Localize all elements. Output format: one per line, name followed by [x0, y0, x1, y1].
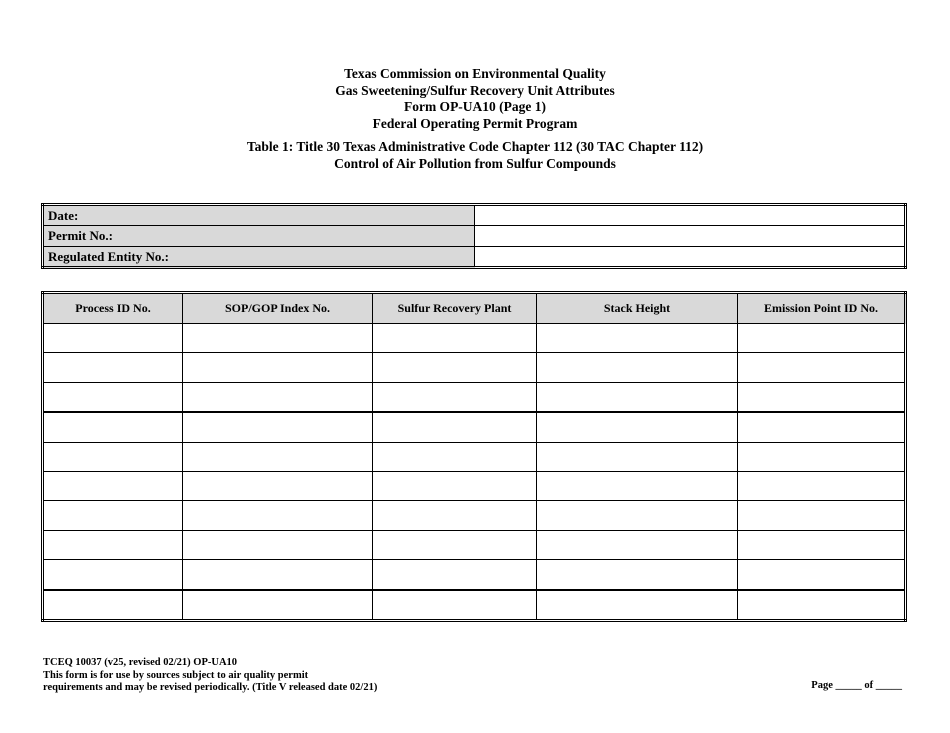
- process-id-cell[interactable]: [43, 442, 183, 471]
- process-id-cell[interactable]: [43, 530, 183, 559]
- form-header: [0, 66, 950, 172]
- table-row: [43, 324, 906, 353]
- table-row: [43, 501, 906, 530]
- table-row: [43, 353, 906, 382]
- entity-row: [43, 247, 906, 268]
- emission-point-id-cell[interactable]: [738, 324, 906, 353]
- process-id-cell[interactable]: [43, 324, 183, 353]
- process-id-cell[interactable]: [43, 590, 183, 621]
- column-header-process-id: Process ID No.: [43, 293, 183, 324]
- sulfur-recovery-plant-cell[interactable]: [373, 353, 537, 382]
- table-row: [43, 530, 906, 559]
- stack-height-cell[interactable]: [537, 412, 738, 442]
- emission-point-id-cell[interactable]: [738, 412, 906, 442]
- regulated-entity-field[interactable]: [475, 247, 906, 268]
- column-header-sulfur-recovery-plant: Sulfur Recovery Plant: [373, 293, 537, 324]
- process-id-cell[interactable]: [43, 471, 183, 500]
- permit-row: [43, 226, 906, 247]
- sulfur-recovery-plant-cell[interactable]: [373, 382, 537, 412]
- sop-gop-index-cell[interactable]: [183, 412, 373, 442]
- sop-gop-index-cell[interactable]: [183, 590, 373, 621]
- permit-number-label: Permit No.:: [43, 226, 475, 247]
- sop-gop-index-cell[interactable]: [183, 382, 373, 412]
- sulfur-recovery-plant-cell[interactable]: [373, 324, 537, 353]
- process-id-cell[interactable]: [43, 412, 183, 442]
- emission-point-id-cell[interactable]: [738, 353, 906, 382]
- sop-gop-index-cell[interactable]: [183, 471, 373, 500]
- form-id: TCEQ 10037 (v25, revised 02/21) OP-UA10: [43, 657, 238, 668]
- attributes-table: [41, 291, 907, 622]
- table-row: [43, 560, 906, 590]
- sop-gop-index-cell[interactable]: [183, 442, 373, 471]
- table-subtitle: Control of Air Pollution from Sulfur Compounds: [334, 155, 616, 171]
- table-row: [43, 382, 906, 412]
- sop-gop-index-cell[interactable]: [183, 324, 373, 353]
- form-footer: [43, 657, 377, 695]
- process-id-cell[interactable]: [43, 560, 183, 590]
- date-field[interactable]: [475, 205, 906, 226]
- sulfur-recovery-plant-cell[interactable]: [373, 471, 537, 500]
- sulfur-recovery-plant-cell[interactable]: [373, 590, 537, 621]
- sop-gop-index-cell[interactable]: [183, 353, 373, 382]
- table-row: [43, 590, 906, 621]
- sop-gop-index-cell[interactable]: [183, 530, 373, 559]
- emission-point-id-cell[interactable]: [738, 442, 906, 471]
- emission-point-id-cell[interactable]: [738, 530, 906, 559]
- usage-note-line2: requirements and may be revised periodically. (Title V released date 02/21): [43, 682, 378, 693]
- emission-point-id-cell[interactable]: [738, 590, 906, 621]
- emission-point-id-cell[interactable]: [738, 560, 906, 590]
- usage-note-line1: This form is for use by sources subject to air quality permit: [43, 669, 309, 681]
- date-row: [43, 205, 906, 226]
- process-id-cell[interactable]: [43, 382, 183, 412]
- program-name: Federal Operating Permit Program: [372, 115, 578, 131]
- sop-gop-index-cell[interactable]: [183, 560, 373, 590]
- emission-point-id-cell[interactable]: [738, 501, 906, 530]
- permit-number-field[interactable]: [475, 226, 906, 247]
- column-header-sop-gop-index: SOP/GOP Index No.: [183, 293, 373, 324]
- sulfur-recovery-plant-cell[interactable]: [373, 560, 537, 590]
- stack-height-cell[interactable]: [537, 501, 738, 530]
- stack-height-cell[interactable]: [537, 442, 738, 471]
- stack-height-cell[interactable]: [537, 353, 738, 382]
- sulfur-recovery-plant-cell[interactable]: [373, 442, 537, 471]
- sulfur-recovery-plant-cell[interactable]: [373, 530, 537, 559]
- permit-info-table: [41, 203, 907, 269]
- stack-height-cell[interactable]: [537, 382, 738, 412]
- stack-height-cell[interactable]: [537, 530, 738, 559]
- emission-point-id-cell[interactable]: [738, 382, 906, 412]
- form-number: Form OP-UA10 (Page 1): [403, 99, 547, 114]
- sulfur-recovery-plant-cell[interactable]: [373, 501, 537, 530]
- stack-height-cell[interactable]: [537, 471, 738, 500]
- stack-height-cell[interactable]: [537, 590, 738, 621]
- date-label: Date:: [43, 205, 475, 226]
- sop-gop-index-cell[interactable]: [183, 501, 373, 530]
- table-row: [43, 471, 906, 500]
- sulfur-recovery-plant-cell[interactable]: [373, 412, 537, 442]
- page-number: Page _____ of _____: [811, 680, 902, 691]
- agency-title: Texas Commission on Environmental Quality: [344, 66, 606, 81]
- process-id-cell[interactable]: [43, 353, 183, 382]
- table-row: [43, 412, 906, 442]
- process-id-cell[interactable]: [43, 501, 183, 530]
- table-row: [43, 442, 906, 471]
- emission-point-id-cell[interactable]: [738, 471, 906, 500]
- regulated-entity-label: Regulated Entity No.:: [43, 247, 475, 268]
- column-header-stack-height: Stack Height: [537, 293, 738, 324]
- stack-height-cell[interactable]: [537, 324, 738, 353]
- stack-height-cell[interactable]: [537, 560, 738, 590]
- table-header-row: [43, 293, 906, 324]
- table-title: Table 1: Title 30 Texas Administrative Code Chapter 112 (30 TAC Chapter 112): [246, 139, 704, 154]
- column-header-emission-point-id: Emission Point ID No.: [738, 293, 906, 324]
- form-subtitle: Gas Sweetening/Sulfur Recovery Unit Attributes: [335, 82, 615, 98]
